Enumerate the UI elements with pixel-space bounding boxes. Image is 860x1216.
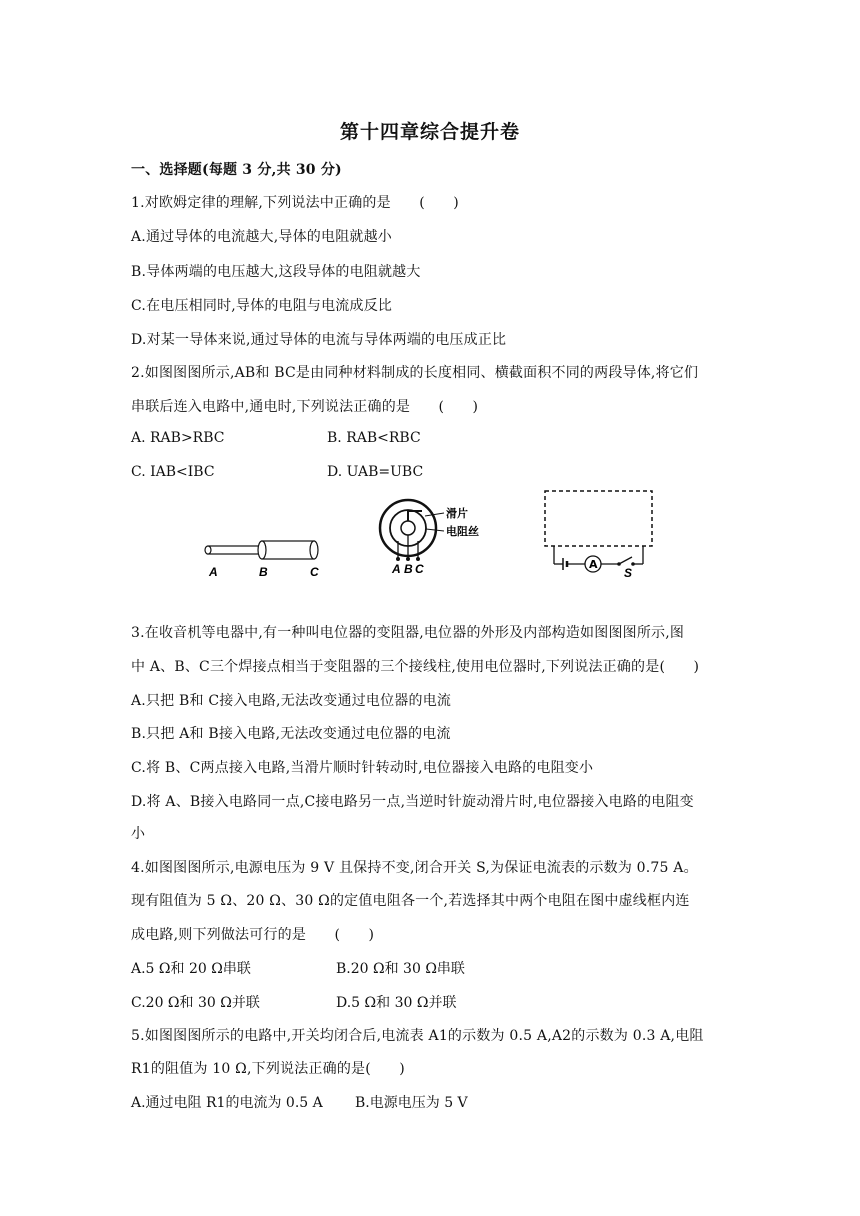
q2-option-b: B. RAB<RBC bbox=[327, 430, 421, 446]
switch-label: S bbox=[624, 566, 633, 578]
conductor-label-a: A bbox=[209, 565, 218, 579]
conductor-figure bbox=[200, 535, 330, 580]
q2-option-d: D. UAB=UBC bbox=[327, 464, 424, 480]
thin-conductor bbox=[208, 546, 266, 554]
q3-option-d-line-2: 小 bbox=[131, 826, 146, 842]
question-2-line-2: 串联后连入电路中,通电时,下列说法正确的是 ( ) bbox=[131, 399, 479, 415]
question-4-line-3: 成电路,则下列做法可行的是 ( ) bbox=[131, 927, 375, 943]
section-heading: 一、选择题(每题 3 分,共 30 分) bbox=[131, 162, 342, 178]
thick-conductor-left-end bbox=[258, 541, 266, 559]
q3-option-c: C.将 B、C两点接入电路,当滑片顺时针转动时,电位器接入电路的电阻变小 bbox=[131, 760, 594, 776]
q4-option-b: B.20 Ω和 30 Ω串联 bbox=[336, 961, 465, 977]
q2-option-a: A. RAB>RBC bbox=[131, 430, 225, 446]
q2-option-c: C. IAB<IBC bbox=[131, 464, 215, 480]
pot-label-c: C bbox=[415, 562, 424, 576]
q3-option-a: A.只把 B和 C接入电路,无法改变通过电位器的电流 bbox=[131, 693, 452, 709]
question-1: 1.对欧姆定律的理解,下列说法中正确的是 ( ) bbox=[131, 195, 459, 211]
pot-label-a: A bbox=[392, 562, 401, 576]
pot-knob bbox=[401, 521, 415, 535]
q1-option-d: D.对某一导体来说,通过导体的电流与导体两端的电压成正比 bbox=[131, 332, 507, 348]
pot-label-b: B bbox=[404, 562, 413, 576]
ammeter-label: A bbox=[589, 558, 598, 571]
q4-option-c: C.20 Ω和 30 Ω并联 bbox=[131, 995, 260, 1011]
thick-conductor bbox=[262, 541, 314, 559]
question-4-line-2: 现有阻值为 5 Ω、20 Ω、30 Ω的定值电阻各一个,若选择其中两个电阻在图中虚线框内连 bbox=[131, 893, 690, 909]
question-4-line-1: 4.如图图图所示,电源电压为 9 V 且保持不变,闭合开关 S,为保证电流表的示数为 0.75 A。 bbox=[131, 860, 698, 876]
conductor-label-b: B bbox=[259, 565, 268, 579]
thin-conductor-end bbox=[205, 546, 211, 554]
question-2-line-1: 2.如图图图所示,AB和 BC是由同种材料制成的长度相同、横截面积不同的两段导体,将它们 bbox=[131, 365, 699, 381]
circuit-figure bbox=[540, 488, 660, 578]
thick-conductor-right-end bbox=[310, 541, 318, 559]
q5-option-a: A.通过电阻 R1的电流为 0.5 A bbox=[131, 1095, 323, 1111]
q1-option-b: B.导体两端的电压越大,这段导体的电阻就越大 bbox=[131, 264, 421, 280]
question-3-line-2: 中 A、B、C三个焊接点相当于变阻器的三个接线柱,使用电位器时,下列说法正确的是( ) bbox=[131, 659, 700, 675]
dashed-box bbox=[545, 491, 652, 546]
q5-option-b: B.电源电压为 5 V bbox=[355, 1095, 468, 1111]
page-title: 第十四章综合提升卷 bbox=[339, 121, 520, 143]
conductor-label-c: C bbox=[310, 565, 319, 579]
switch-blade bbox=[619, 557, 632, 564]
question-3-line-1: 3.在收音机等电器中,有一种叫电位器的变阻器,电位器的外形及内部构造如图图图所示,图 bbox=[131, 625, 685, 641]
q1-option-a: A.通过导体的电流越大,导体的电阻就越小 bbox=[131, 229, 393, 245]
q1-option-c: C.在电压相同时,导体的电阻与电流成反比 bbox=[131, 298, 393, 314]
q3-option-b: B.只把 A和 B接入电路,无法改变通过电位器的电流 bbox=[131, 726, 451, 742]
potentiometer-figure bbox=[370, 493, 520, 578]
pot-wire-label: 电阻丝 bbox=[446, 525, 479, 538]
q4-option-a: A.5 Ω和 20 Ω串联 bbox=[131, 961, 251, 977]
q3-option-d-line-1: D.将 A、B接入电路同一点,C接电路另一点,当逆时针旋动滑片时,电位器接入电路的电阻变 bbox=[131, 794, 694, 810]
question-5-line-2: R1的阻值为 10 Ω,下列说法正确的是( ) bbox=[131, 1061, 405, 1077]
question-5-line-1: 5.如图图图所示的电路中,开关均闭合后,电流表 A1的示数为 0.5 A,A2的示数为 0.3 A,电阻 bbox=[131, 1028, 704, 1044]
pot-slider-label: 滑片 bbox=[446, 507, 468, 520]
q4-option-d: D.5 Ω和 30 Ω并联 bbox=[336, 995, 457, 1011]
